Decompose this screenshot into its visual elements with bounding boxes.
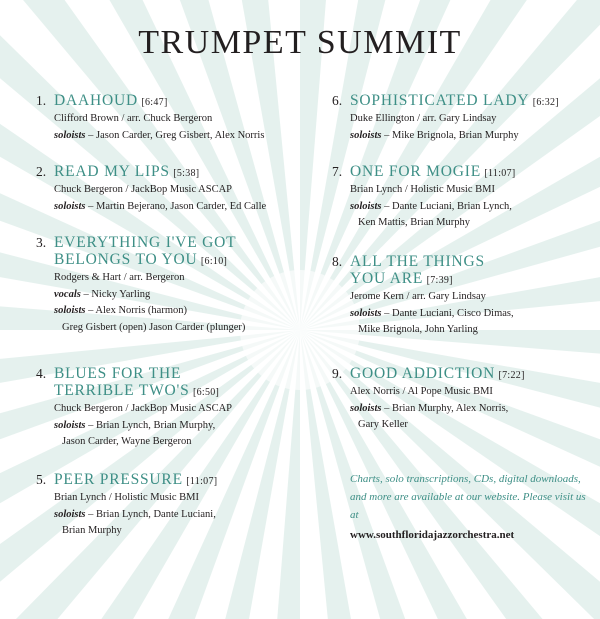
track-number: 1. — [36, 93, 47, 108]
track-performers — [36, 128, 264, 145]
performer-names: – Dante Luciani, Brian Lynch, — [384, 200, 512, 212]
track-credit: Brian Lynch / Holistic Music BMI — [350, 184, 495, 195]
track-7 — [332, 163, 516, 232]
track-duration: [7:39] — [426, 275, 453, 286]
track-credit: Chuck Bergeron / JackBop Music ASCAP — [54, 184, 233, 195]
track-performers — [36, 523, 217, 540]
track-number: 4. — [36, 366, 47, 381]
track-title: YOU ARE — [350, 270, 424, 287]
track-number: 8. — [332, 254, 343, 269]
track-number: 6. — [332, 93, 343, 108]
track-6 — [332, 92, 559, 144]
track-performers — [36, 434, 232, 451]
track-number: 2. — [36, 164, 47, 179]
track-performers — [36, 507, 217, 524]
track-duration: [6:47] — [141, 97, 168, 108]
track-number: 7. — [332, 164, 343, 179]
track-duration: [11:07] — [186, 476, 218, 487]
track-title: ONE FOR MOGIE — [350, 163, 481, 180]
role-label: soloists — [350, 402, 382, 414]
track-performers — [332, 306, 514, 323]
track-title: SOPHISTICATED LADY — [350, 92, 530, 109]
track-title: READ MY LIPS — [54, 163, 170, 180]
performer-names: Brian Murphy — [62, 525, 122, 536]
performer-names: Greg Gisbert (open) Jason Carder (plunger) — [62, 321, 246, 333]
track-9 — [332, 365, 525, 434]
role-label: soloists — [350, 307, 382, 319]
role-label: soloists — [350, 129, 382, 141]
track-performers — [332, 401, 525, 418]
performer-names: Mike Brignola, John Yarling — [358, 324, 478, 335]
track-performers — [36, 303, 245, 320]
track-duration: [6:32] — [532, 97, 559, 108]
role-label: soloists — [54, 419, 86, 431]
track-credit: Chuck Bergeron / JackBop Music ASCAP — [54, 403, 233, 414]
role-label: soloists — [350, 200, 382, 212]
performer-names: – Mike Brignola, Brian Murphy — [384, 129, 519, 141]
performer-names: Ken Mattis, Brian Murphy — [358, 217, 470, 228]
track-4 — [36, 365, 232, 451]
track-number: 3. — [36, 235, 47, 250]
role-label: vocals — [54, 288, 81, 300]
performer-names: – Brian Lynch, Dante Luciani, — [88, 508, 216, 520]
performer-names: Jason Carder, Wayne Bergeron — [62, 436, 192, 447]
track-performers — [332, 128, 559, 145]
website-link[interactable]: www.southfloridajazzorchestra.net — [350, 529, 515, 541]
track-duration: [6:50] — [192, 387, 220, 398]
track-title: DAAHOUD — [54, 92, 138, 109]
track-performers — [36, 418, 232, 435]
track-title: EVERYTHING I'VE GOT — [54, 234, 237, 251]
track-title: TERRIBLE TWO'S — [54, 382, 190, 399]
track-8 — [332, 253, 514, 339]
track-5 — [36, 471, 217, 540]
track-title: PEER PRESSURE — [54, 471, 183, 488]
track-performers — [332, 322, 514, 339]
track-1 — [36, 92, 264, 144]
role-label: soloists — [54, 200, 86, 212]
track-performers — [332, 417, 525, 434]
track-title: BLUES FOR THE — [54, 365, 182, 382]
performer-names: – Brian Murphy, Alex Norris, — [384, 402, 509, 414]
track-credit: Alex Norris / Al Pope Music BMI — [350, 386, 493, 397]
performer-names: – Dante Luciani, Cisco Dimas, — [384, 307, 514, 319]
track-performers — [332, 199, 516, 216]
performer-names: Gary Keller — [358, 419, 408, 430]
track-credit: Brian Lynch / Holistic Music BMI — [54, 492, 199, 503]
track-title: ALL THE THINGS — [350, 253, 485, 270]
track-performers — [36, 320, 245, 337]
track-duration: [6:10] — [200, 256, 228, 267]
track-credit: Rodgers & Hart / arr. Bergeron — [54, 272, 185, 283]
track-duration: [7:22] — [498, 370, 525, 381]
track-credit: Duke Ellington / arr. Gary Lindsay — [350, 113, 497, 124]
track-performers — [36, 199, 266, 216]
track-credit: Clifford Brown / arr. Chuck Bergeron — [54, 113, 213, 124]
performer-names: – Martin Bejerano, Jason Carder, Ed Calle — [88, 200, 267, 212]
role-label: soloists — [54, 305, 86, 316]
role-label: soloists — [54, 508, 86, 520]
track-title: BELONGS TO YOU — [54, 251, 198, 268]
performer-names: – Nicky Yarling — [83, 288, 151, 300]
website-note: Charts, solo transcriptions, CDs, digital downloads, and more are available at our website. Please visit us at — [350, 473, 586, 521]
performer-names: – Alex Norris (harmon) — [88, 305, 187, 316]
track-performers — [332, 215, 516, 232]
track-duration: [11:07] — [484, 168, 516, 179]
track-number: 5. — [36, 472, 47, 487]
performer-names: – Jason Carder, Greg Gisbert, Alex Norris — [88, 129, 265, 141]
track-number: 9. — [332, 366, 343, 381]
track-performers — [36, 287, 245, 304]
role-label: soloists — [54, 129, 86, 141]
performer-names: – Brian Lynch, Brian Murphy, — [88, 419, 216, 431]
track-3 — [36, 234, 245, 336]
track-2 — [36, 163, 266, 215]
track-title: GOOD ADDICTION — [350, 365, 496, 382]
track-credit: Jerome Kern / arr. Gary Lindsay — [350, 291, 486, 302]
track-duration: [5:38] — [173, 168, 200, 179]
album-title: TRUMPET SUMMIT — [138, 24, 462, 61]
